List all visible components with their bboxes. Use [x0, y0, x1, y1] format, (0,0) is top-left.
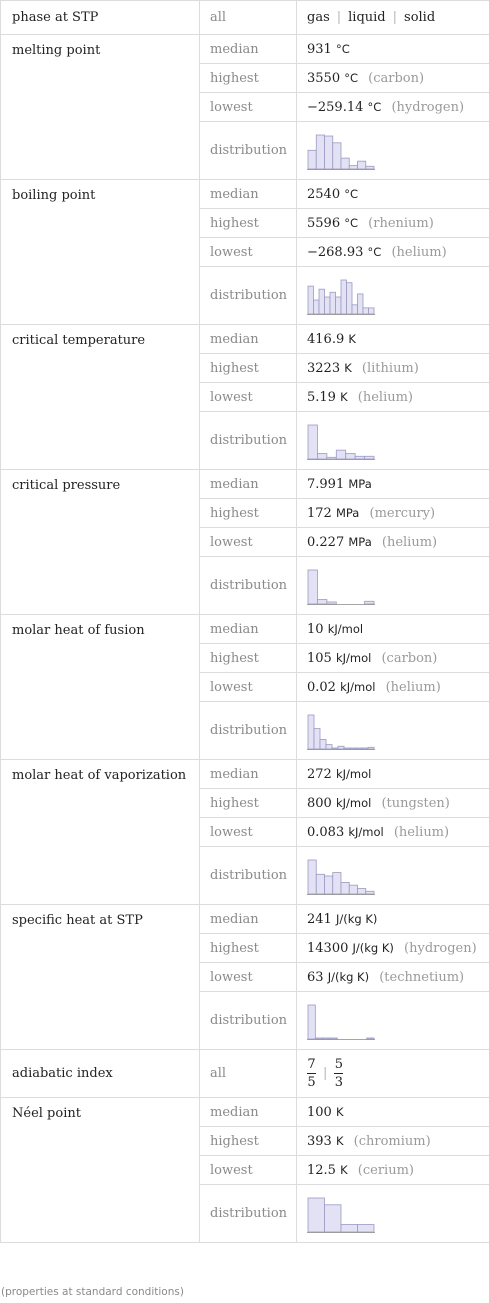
value-unit: °C — [367, 244, 382, 259]
critical-pressure-highest-value — [297, 499, 489, 528]
melting-point-highest-value — [297, 64, 489, 93]
histogram-bar — [332, 747, 338, 748]
histogram-bar — [358, 161, 366, 169]
histogram-bar — [365, 456, 374, 459]
histogram-bar — [327, 457, 336, 459]
distribution-histogram — [307, 1195, 375, 1233]
specific-heat-at-stp-median-row — [1, 905, 489, 934]
histogram-bar — [308, 1005, 315, 1039]
fraction-bar — [307, 1073, 316, 1074]
value-number: 105 — [307, 650, 332, 666]
histogram-bar — [308, 286, 314, 314]
n-el-point-distribution-value — [297, 1185, 489, 1243]
value-unit: kJ/mol — [335, 650, 372, 665]
histogram-bar — [308, 715, 314, 749]
adiabatic-index-row — [1, 1050, 489, 1098]
value-unit: K — [340, 1162, 348, 1177]
highest-label: highest — [200, 64, 297, 93]
histogram-bar — [341, 1224, 358, 1231]
histogram-bar — [316, 874, 324, 894]
histogram-bar — [314, 728, 320, 748]
highest-label: highest — [200, 209, 297, 238]
median-label: median — [200, 470, 297, 499]
lowest-label: lowest — [200, 93, 297, 122]
value-note: (lithium) — [361, 360, 419, 376]
histogram-bar — [347, 282, 353, 313]
boiling-point-median-value — [297, 180, 489, 209]
critical-temperature-lowest-value — [297, 383, 489, 412]
specific-heat-at-stp-highest-value — [297, 934, 489, 963]
value-unit: MPa — [348, 476, 372, 491]
n-el-point-highest-value — [297, 1127, 489, 1156]
distribution-label: distribution — [200, 702, 297, 760]
molar-heat-of-vaporization-median-row — [1, 760, 489, 789]
value-unit: J/(kg K) — [335, 911, 378, 926]
value-number: 172 — [307, 505, 332, 521]
histogram-bar — [341, 882, 349, 894]
phase-list — [297, 1, 489, 35]
value-number: 5.19 — [307, 389, 336, 405]
histogram-bar — [314, 300, 320, 314]
histogram-bar — [317, 599, 326, 603]
boiling-point-median-row — [1, 180, 489, 209]
boiling-point-distribution-value — [297, 267, 489, 325]
header-scope: all — [200, 1, 297, 35]
critical-temperature-distribution-value — [297, 412, 489, 470]
value-number: −259.14 — [307, 99, 364, 115]
lowest-label: lowest — [200, 818, 297, 847]
value-number: 100 — [307, 1104, 332, 1120]
value-note: (technetium) — [379, 969, 465, 985]
property-name: molar heat of vaporization — [1, 760, 200, 905]
histogram-bar — [308, 570, 317, 604]
histogram-bar — [326, 744, 332, 748]
histogram-bar — [341, 158, 349, 169]
histogram-bar — [365, 601, 374, 604]
histogram-bar — [316, 135, 324, 169]
median-label: median — [200, 35, 297, 64]
histogram-bar — [341, 280, 347, 314]
melting-point-median-value — [297, 35, 489, 64]
histogram-bar — [366, 891, 374, 894]
value-number: −268.93 — [307, 244, 364, 260]
fraction-denominator: 5 — [307, 1075, 316, 1090]
value-number: 0.083 — [307, 824, 345, 840]
value-note: (hydrogen) — [391, 99, 465, 115]
highest-label: highest — [200, 934, 297, 963]
molar-heat-of-vaporization-lowest-value — [297, 818, 489, 847]
histogram-bar — [362, 747, 368, 748]
value-note: (cerium) — [357, 1162, 414, 1178]
histogram-bar — [355, 456, 364, 459]
value-number: 931 — [307, 41, 332, 57]
value-unit: K — [348, 331, 356, 346]
lowest-label: lowest — [200, 528, 297, 557]
value-note: (helium) — [393, 824, 450, 840]
value-note: (helium) — [357, 389, 414, 405]
highest-label: highest — [200, 354, 297, 383]
value-number: 2540 — [307, 186, 341, 202]
value-unit: kJ/mol — [348, 824, 384, 839]
distribution-label: distribution — [200, 1185, 297, 1243]
histogram-bar — [327, 601, 336, 603]
molar-heat-of-vaporization-distribution-value — [297, 847, 489, 905]
histogram-bar — [319, 289, 325, 314]
distribution-label: distribution — [200, 122, 297, 180]
specific-heat-at-stp-lowest-value — [297, 963, 489, 992]
histogram-bar — [336, 450, 345, 459]
boiling-point-lowest-value — [297, 238, 489, 267]
value-unit: °C — [344, 186, 359, 201]
phase-liquid: liquid — [348, 10, 386, 25]
histogram-bar — [308, 150, 316, 169]
value-number: 63 — [307, 969, 324, 985]
fraction-denominator: 3 — [334, 1075, 344, 1090]
value-unit: J/(kg K) — [327, 969, 370, 984]
histogram-bar — [325, 297, 331, 314]
molar-heat-of-fusion-highest-value — [297, 644, 489, 673]
histogram-bar — [325, 136, 333, 169]
histogram-bar — [369, 307, 375, 313]
distribution-histogram — [307, 422, 375, 460]
distribution-label: distribution — [200, 557, 297, 615]
n-el-point-lowest-value — [297, 1156, 489, 1185]
critical-temperature-median-value — [297, 325, 489, 354]
distribution-histogram — [307, 132, 375, 170]
value-unit: K — [340, 389, 348, 404]
fraction — [307, 1057, 316, 1090]
value-note: (helium) — [385, 679, 441, 695]
histogram-bar — [308, 1198, 325, 1232]
critical-pressure-median-row — [1, 470, 489, 499]
value-number: 7.991 — [307, 476, 345, 492]
histogram-bar — [323, 1037, 330, 1038]
value-number: 0.227 — [307, 534, 345, 550]
molar-heat-of-vaporization-highest-value — [297, 789, 489, 818]
critical-pressure-lowest-value — [297, 528, 489, 557]
value-unit: MPa — [335, 505, 360, 520]
property-name: Néel point — [1, 1098, 200, 1243]
value-note: (hydrogen) — [404, 940, 477, 956]
value-note: (chromium) — [353, 1133, 431, 1149]
molar-heat-of-vaporization-median-value — [297, 760, 489, 789]
value-unit: MPa — [348, 534, 372, 549]
histogram-bar — [363, 307, 369, 313]
property-name: specific heat at STP — [1, 905, 200, 1050]
histogram-bar — [320, 739, 326, 749]
melting-point-median-row — [1, 35, 489, 64]
value-note: (tungsten) — [381, 795, 450, 811]
value-note: (helium) — [391, 244, 447, 260]
distribution-histogram — [307, 567, 375, 605]
critical-pressure-distribution-value — [297, 557, 489, 615]
histogram-bar — [356, 747, 362, 748]
highest-label: highest — [200, 644, 297, 673]
histogram-bar — [338, 746, 344, 749]
molar-heat-of-fusion-median-row — [1, 615, 489, 644]
histogram-bar — [358, 293, 364, 313]
histogram-bar — [344, 747, 350, 748]
value-number: 14300 — [307, 940, 349, 956]
histogram-bar — [358, 888, 366, 893]
boiling-point-highest-value — [297, 209, 489, 238]
histogram-bar — [333, 872, 341, 893]
histogram-bar — [368, 747, 374, 749]
value-unit: kJ/mol — [340, 679, 376, 694]
property-name: boiling point — [1, 180, 200, 325]
property-name: critical pressure — [1, 470, 200, 615]
critical-temperature-median-row — [1, 325, 489, 354]
distribution-label: distribution — [200, 267, 297, 325]
value-note: (carbon) — [381, 650, 438, 666]
n-el-point-median-value — [297, 1098, 489, 1127]
value-unit: °C — [344, 215, 359, 230]
separator: | — [392, 10, 398, 25]
value-unit: kJ/mol — [327, 621, 364, 636]
value-number: 10 — [307, 621, 324, 637]
value-unit: K — [335, 1104, 344, 1119]
value-unit: K — [335, 1133, 344, 1148]
critical-temperature-highest-value — [297, 354, 489, 383]
molar-heat-of-fusion-median-value — [297, 615, 489, 644]
value-unit: °C — [344, 70, 359, 85]
histogram-bar — [346, 453, 355, 458]
histogram-bar — [308, 425, 317, 459]
separator: | — [336, 10, 342, 25]
separator: | — [323, 1066, 328, 1081]
histogram-bar — [367, 1037, 374, 1038]
header-row — [1, 1, 489, 35]
value-number: 241 — [307, 911, 332, 927]
lowest-label: lowest — [200, 383, 297, 412]
footnote: (properties at standard conditions) — [1, 1286, 184, 1298]
lowest-label: lowest — [200, 963, 297, 992]
property-name: adiabatic index — [1, 1050, 200, 1098]
value-unit: kJ/mol — [335, 766, 372, 781]
histogram-bar — [349, 885, 357, 894]
value-number: 12.5 — [307, 1162, 336, 1178]
fraction — [334, 1057, 343, 1090]
melting-point-distribution-value — [297, 122, 489, 180]
histogram-bar — [333, 142, 341, 168]
histogram-bar — [366, 166, 374, 169]
molar-heat-of-fusion-lowest-value — [297, 673, 489, 702]
all-label: all — [200, 1050, 297, 1098]
highest-label: highest — [200, 1127, 297, 1156]
value-unit: °C — [335, 41, 350, 56]
histogram-bar — [330, 292, 336, 314]
histogram-bar — [325, 875, 333, 893]
fraction-numerator: 5 — [334, 1057, 344, 1072]
phase-solid: solid — [404, 10, 436, 25]
distribution-histogram — [307, 712, 375, 750]
value-number: 416.9 — [307, 331, 345, 347]
highest-label: highest — [200, 499, 297, 528]
distribution-histogram — [307, 277, 375, 315]
value-number: 393 — [307, 1133, 332, 1149]
histogram-bar — [330, 1037, 337, 1038]
median-label: median — [200, 1098, 297, 1127]
histogram-bar — [325, 1204, 342, 1231]
value-note: (rhenium) — [368, 215, 434, 231]
highest-label: highest — [200, 789, 297, 818]
median-label: median — [200, 760, 297, 789]
properties-table-body — [1, 1, 489, 1243]
fraction-numerator: 7 — [307, 1057, 316, 1072]
value-note: (carbon) — [368, 70, 425, 86]
value-number: 0.02 — [307, 679, 336, 695]
value-number: 3550 — [307, 70, 341, 86]
median-label: median — [200, 325, 297, 354]
histogram-bar — [352, 304, 358, 313]
distribution-label: distribution — [200, 847, 297, 905]
value-unit: K — [344, 360, 352, 375]
fraction-bar — [334, 1073, 343, 1074]
n-el-point-median-row — [1, 1098, 489, 1127]
distribution-label: distribution — [200, 992, 297, 1050]
value-number: 800 — [307, 795, 332, 811]
value-unit: J/(kg K) — [352, 940, 394, 955]
property-name: melting point — [1, 35, 200, 180]
molar-heat-of-fusion-distribution-value — [297, 702, 489, 760]
lowest-label: lowest — [200, 1156, 297, 1185]
value-number: 272 — [307, 766, 332, 782]
property-name: molar heat of fusion — [1, 615, 200, 760]
distribution-label: distribution — [200, 412, 297, 470]
histogram-bar — [336, 297, 342, 314]
adiabatic-index-value — [297, 1050, 489, 1098]
histogram-bar — [315, 1037, 322, 1038]
median-label: median — [200, 180, 297, 209]
value-number: 3223 — [307, 360, 341, 376]
distribution-histogram — [307, 857, 375, 895]
median-label: median — [200, 615, 297, 644]
melting-point-lowest-value — [297, 93, 489, 122]
distribution-histogram — [307, 1002, 375, 1040]
property-name: critical temperature — [1, 325, 200, 470]
lowest-label: lowest — [200, 673, 297, 702]
histogram-bar — [317, 453, 326, 458]
critical-pressure-median-value — [297, 470, 489, 499]
value-number: 5596 — [307, 215, 341, 231]
value-unit: kJ/mol — [335, 795, 372, 810]
header-label: phase at STP — [1, 1, 200, 35]
phase-gas: gas — [307, 10, 330, 25]
specific-heat-at-stp-distribution-value — [297, 992, 489, 1050]
histogram-bar — [350, 747, 356, 748]
histogram-bar — [358, 1224, 375, 1231]
value-unit: °C — [367, 99, 382, 114]
value-note: (mercury) — [369, 505, 436, 521]
lowest-label: lowest — [200, 238, 297, 267]
specific-heat-at-stp-median-value — [297, 905, 489, 934]
histogram-bar — [308, 860, 316, 894]
value-note: (helium) — [381, 534, 438, 550]
median-label: median — [200, 905, 297, 934]
histogram-bar — [349, 165, 357, 168]
